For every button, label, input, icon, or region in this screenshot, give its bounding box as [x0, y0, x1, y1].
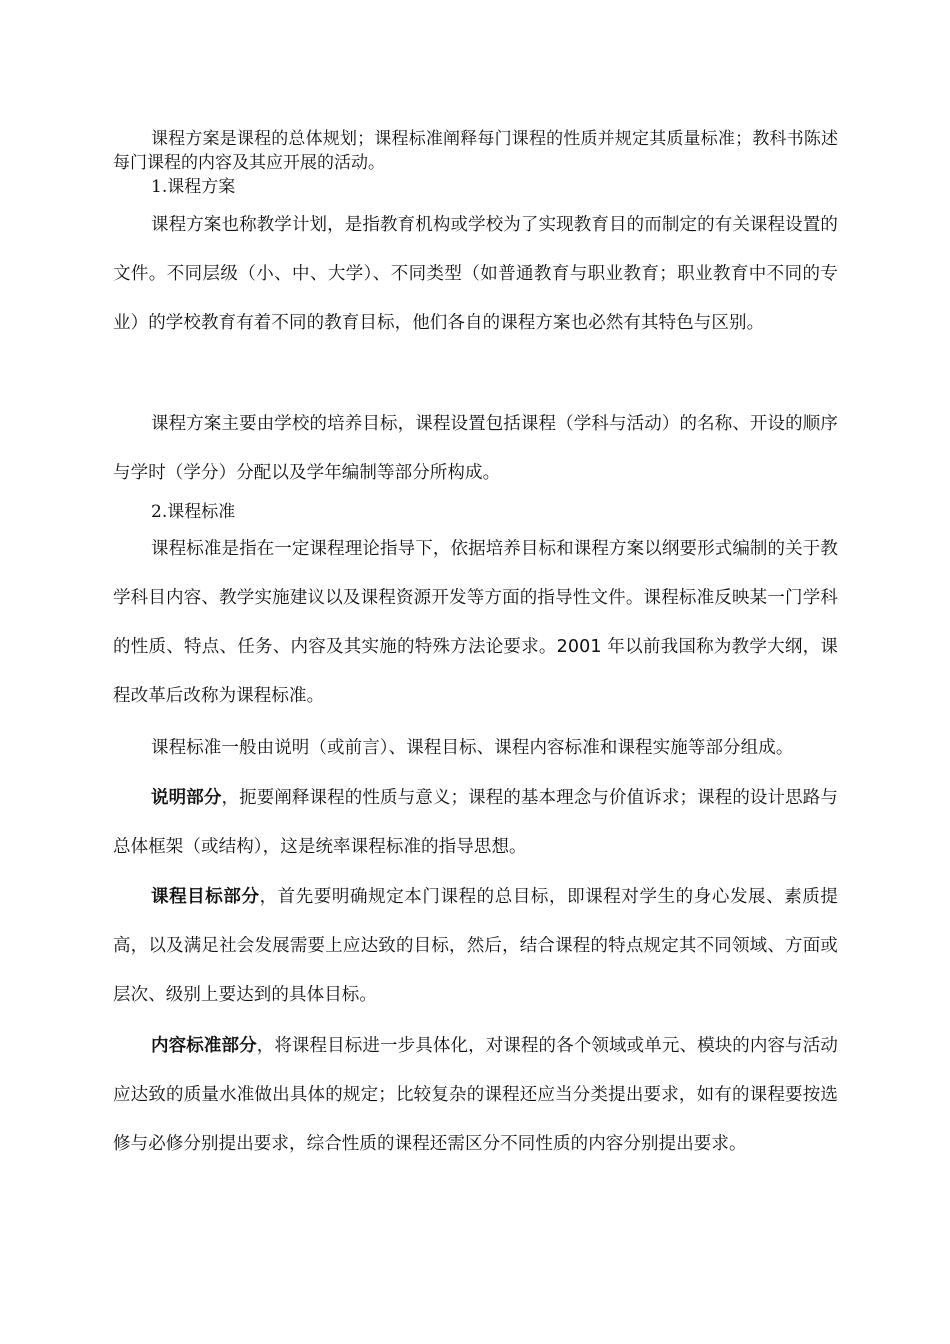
section1-heading: 1.课程方案 — [151, 177, 236, 197]
section1-paragraph-2: 课程方案主要由学校的培养目标，课程设置包括课程（学科与活动）的名称、开设的顺序与学时（学分）分配以及学年编制等部分所构成。 — [113, 414, 838, 483]
section2-heading: 2.课程标准 — [151, 502, 236, 522]
section2-paragraph-4 — [113, 873, 838, 1020]
section2-paragraph-3 — [113, 774, 838, 872]
paragraph-text: ，首先要明确规定本门课程的总目标，即课程对学生的身心发展、素质提高，以及满足社会发展需要上应达致的目标，然后，结合课程的特点规定其不同领域、方面或层次、级别上要达到的具体目标。 — [113, 887, 838, 1005]
section2-paragraph-1: 课程标准是指在一定课程理论指导下，依据培养目标和课程方案以纲要形式编制的关于教学科目内容、教学实施建议以及课程资源开发等方面的指导性文件。课程标准反映某一门学科的性质、特点、任务、内容及其实施的特殊方法论要求。2001 年以前我国称为教学大纲，课程改革后改称为课程标准。 — [113, 539, 838, 706]
bold-label-content-standard: 内容标准部分 — [151, 1036, 257, 1056]
section2-paragraph-2: 课程标准一般由说明（或前言）、课程目标、课程内容标准和课程实施等部分组成。 — [151, 738, 794, 758]
section2-paragraph-5 — [113, 1022, 838, 1169]
paragraph-text: ，扼要阐释课程的性质与意义；课程的基本理念与价值诉求；课程的设计思路与总体框架（或结构），这是统率课程标准的指导思想。 — [113, 788, 838, 857]
bold-label-explanation: 说明部分 — [151, 788, 222, 808]
paragraph-text: ，将课程目标进一步具体化，对课程的各个领域或单元、模块的内容与活动应达致的质量水准做出具体的规定；比较复杂的课程还应当分类提出要求，如有的课程要按选修与必修分别提出要求，综合性质的课程还需区分不同性质的内容分别提出要求。 — [113, 1036, 838, 1154]
section1-paragraph-1: 课程方案也称教学计划，是指教育机构或学校为了实现教育目的而制定的有关课程设置的文件。不同层级（小、中、大学）、不同类型（如普通教育与职业教育；职业教育中不同的专业）的学校教育有着不同的教育目标，他们各自的课程方案也必然有其特色与区别。 — [113, 215, 838, 333]
bold-label-objectives: 课程目标部分 — [151, 887, 260, 907]
intro-paragraph: 课程方案是课程的总体规划；课程标准阐释每门课程的性质并规定其质量标准；教科书陈述每门课程的内容及其应开展的活动。 — [113, 129, 838, 173]
